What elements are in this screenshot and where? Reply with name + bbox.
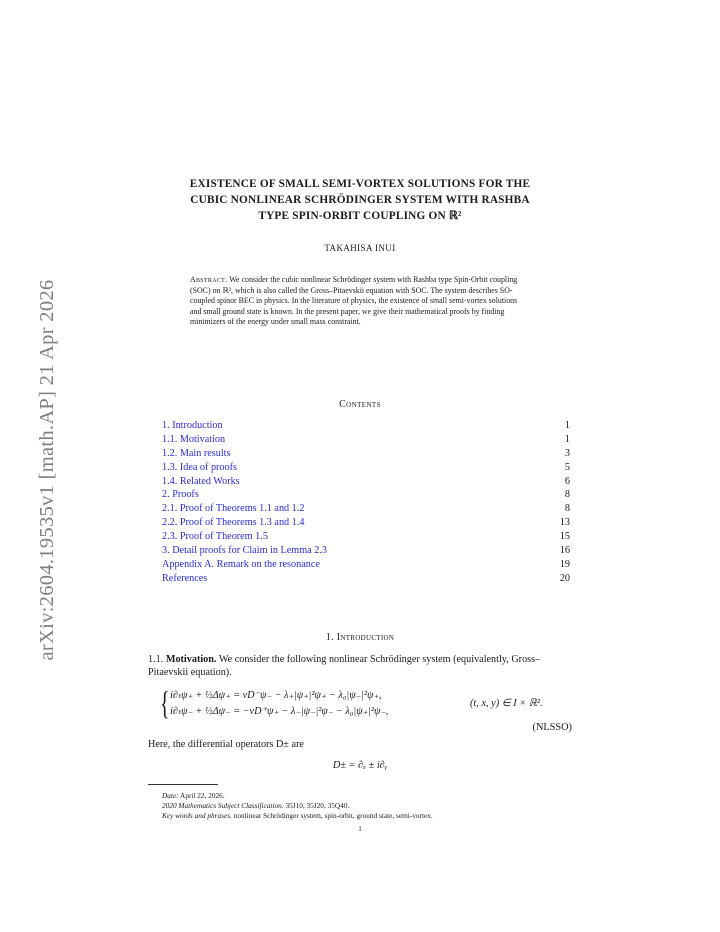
section-title: Introduction bbox=[336, 632, 395, 643]
toc-entry[interactable] bbox=[162, 502, 570, 516]
toc-entry-page: 13 bbox=[559, 517, 570, 529]
footnote-msc bbox=[162, 801, 349, 810]
author-name: TAKAHISA INUI bbox=[324, 243, 396, 253]
table-of-contents bbox=[162, 419, 570, 586]
title-line: EXISTENCE OF SMALL SEMI-VORTEX SOLUTIONS FOR THE bbox=[189, 178, 531, 190]
toc-entry[interactable] bbox=[162, 530, 570, 544]
toc-entry-page: 1 bbox=[564, 433, 570, 445]
toc-entry[interactable] bbox=[162, 433, 570, 447]
left-brace: { bbox=[160, 686, 170, 722]
toc-entry-link[interactable]: 3. Detail proofs for Claim in Lemma 2.3 bbox=[162, 545, 327, 557]
equation-line-2: i∂ₜψ₋ + ½Δψ₋ = −νD⁺ψ₊ − λ₋|ψ₋|²ψ₋ − λ₀|ψ₊|²ψ₋, bbox=[170, 706, 389, 717]
equation-line-1: i∂ₜψ₊ + ½Δψ₊ = νD⁻ψ₋ − λ₊|ψ₊|²ψ₊ − λ₀|ψ₋|²ψ₊, bbox=[170, 690, 382, 701]
toc-entry-page: 3 bbox=[564, 447, 570, 459]
paper-title bbox=[148, 176, 572, 224]
toc-entry-link[interactable]: 2.2. Proof of Theorems 1.3 and 1.4 bbox=[162, 517, 305, 529]
footnote-rule bbox=[148, 784, 218, 785]
toc-entry-link[interactable]: 2.1. Proof of Theorems 1.1 and 1.2 bbox=[162, 503, 305, 515]
toc-entry-link[interactable]: References bbox=[162, 572, 208, 584]
date-value: April 22, 2026. bbox=[180, 791, 225, 800]
footnote-keywords bbox=[162, 811, 433, 820]
toc-entry[interactable] bbox=[162, 572, 570, 586]
toc-entry[interactable] bbox=[162, 516, 570, 530]
toc-entry[interactable] bbox=[162, 475, 570, 489]
toc-entry-page: 8 bbox=[564, 503, 570, 515]
toc-entry[interactable] bbox=[162, 419, 570, 433]
section-heading bbox=[148, 632, 572, 643]
subsection-title: Motivation. bbox=[165, 654, 217, 665]
subsection-number: 1.1. bbox=[148, 654, 164, 665]
operators-equation: D± = ∂ₓ ± i∂ᵧ bbox=[332, 760, 388, 771]
toc-entry-page: 6 bbox=[564, 475, 570, 487]
msc-year-label bbox=[162, 801, 284, 810]
toc-entry[interactable] bbox=[162, 544, 570, 558]
abstract-text: We consider the cubic nonlinear Schrödinger system with Rashba type Spin-Orbit coupling (SOC) on ℝ², which is also called the Gross–Pitaevskii equation with SOC. The system describes SO-coupled spinor BEC in physics. In the literature of physics, the existence of small semi-vortex solutions and small ground state is known. In the present paper, we give their mathematical proofs by finding minimizers of the energy under small mass constraint. bbox=[190, 275, 518, 327]
footnote-date bbox=[162, 791, 225, 800]
arxiv-stamp: arXiv:2604.19535v1 [math.AP] 21 Apr 2026 bbox=[36, 279, 58, 661]
toc-entry[interactable] bbox=[162, 447, 570, 461]
abstract-heading: Abstract. bbox=[190, 275, 228, 284]
toc-entry-link[interactable]: 1.3. Idea of proofs bbox=[162, 461, 237, 473]
keywords-label: Key words and phrases. bbox=[162, 811, 232, 820]
nlsso-equation bbox=[160, 686, 572, 733]
toc-entry-link[interactable]: Appendix A. Remark on the resonance bbox=[162, 558, 320, 570]
page-number: 1 bbox=[358, 825, 362, 833]
title-line: CUBIC NONLINEAR SCHRÖDINGER SYSTEM WITH RASHBA bbox=[190, 194, 530, 206]
toc-entry[interactable] bbox=[162, 558, 570, 572]
toc-entry-page: 16 bbox=[559, 545, 570, 557]
toc-entry-link[interactable]: 2. Proofs bbox=[162, 489, 199, 501]
toc-entry[interactable] bbox=[162, 461, 570, 475]
operators-text: Here, the differential operators D± are bbox=[148, 739, 304, 750]
toc-entry-link[interactable]: 2.3. Proof of Theorem 1.5 bbox=[162, 531, 268, 543]
motivation-text: We consider the following nonlinear Schrödinger system (equivalently, Gross–Pitaevskii equation). bbox=[148, 654, 541, 679]
abstract bbox=[190, 275, 530, 328]
toc-entry-page: 20 bbox=[559, 572, 570, 584]
date-label: Date: bbox=[162, 791, 179, 800]
toc-entry-link[interactable]: 1.2. Main results bbox=[162, 447, 231, 459]
toc-entry-page: 19 bbox=[559, 558, 570, 570]
msc-label: 2020 Mathematics Subject Classification. bbox=[162, 801, 284, 810]
equation-condition: (t, x, y) ∈ I × ℝ². bbox=[470, 698, 543, 709]
motivation-paragraph bbox=[148, 653, 572, 680]
equation-tag: (NLSSO) bbox=[532, 722, 572, 733]
toc-entry-link[interactable]: 1. Introduction bbox=[162, 420, 223, 431]
msc-value: 35J10, 35J20, 35Q40. bbox=[285, 801, 350, 810]
toc-entry-page: 5 bbox=[564, 461, 570, 473]
toc-entry-page: 1 bbox=[564, 420, 570, 431]
keywords-value: nonlinear Schrödinger system, spin-orbit, ground state, semi-vortex. bbox=[233, 811, 433, 820]
toc-entry-link[interactable]: 1.4. Related Works bbox=[162, 475, 240, 487]
toc-entry-link[interactable]: 1.1. Motivation bbox=[162, 433, 226, 445]
title-line: TYPE SPIN-ORBIT COUPLING ON ℝ² bbox=[258, 210, 462, 222]
contents-heading: Contents bbox=[339, 399, 381, 410]
toc-entry[interactable] bbox=[162, 488, 570, 502]
toc-entry-page: 15 bbox=[559, 531, 570, 543]
toc-entry-page: 8 bbox=[564, 489, 570, 501]
section-number: 1. bbox=[325, 632, 334, 643]
